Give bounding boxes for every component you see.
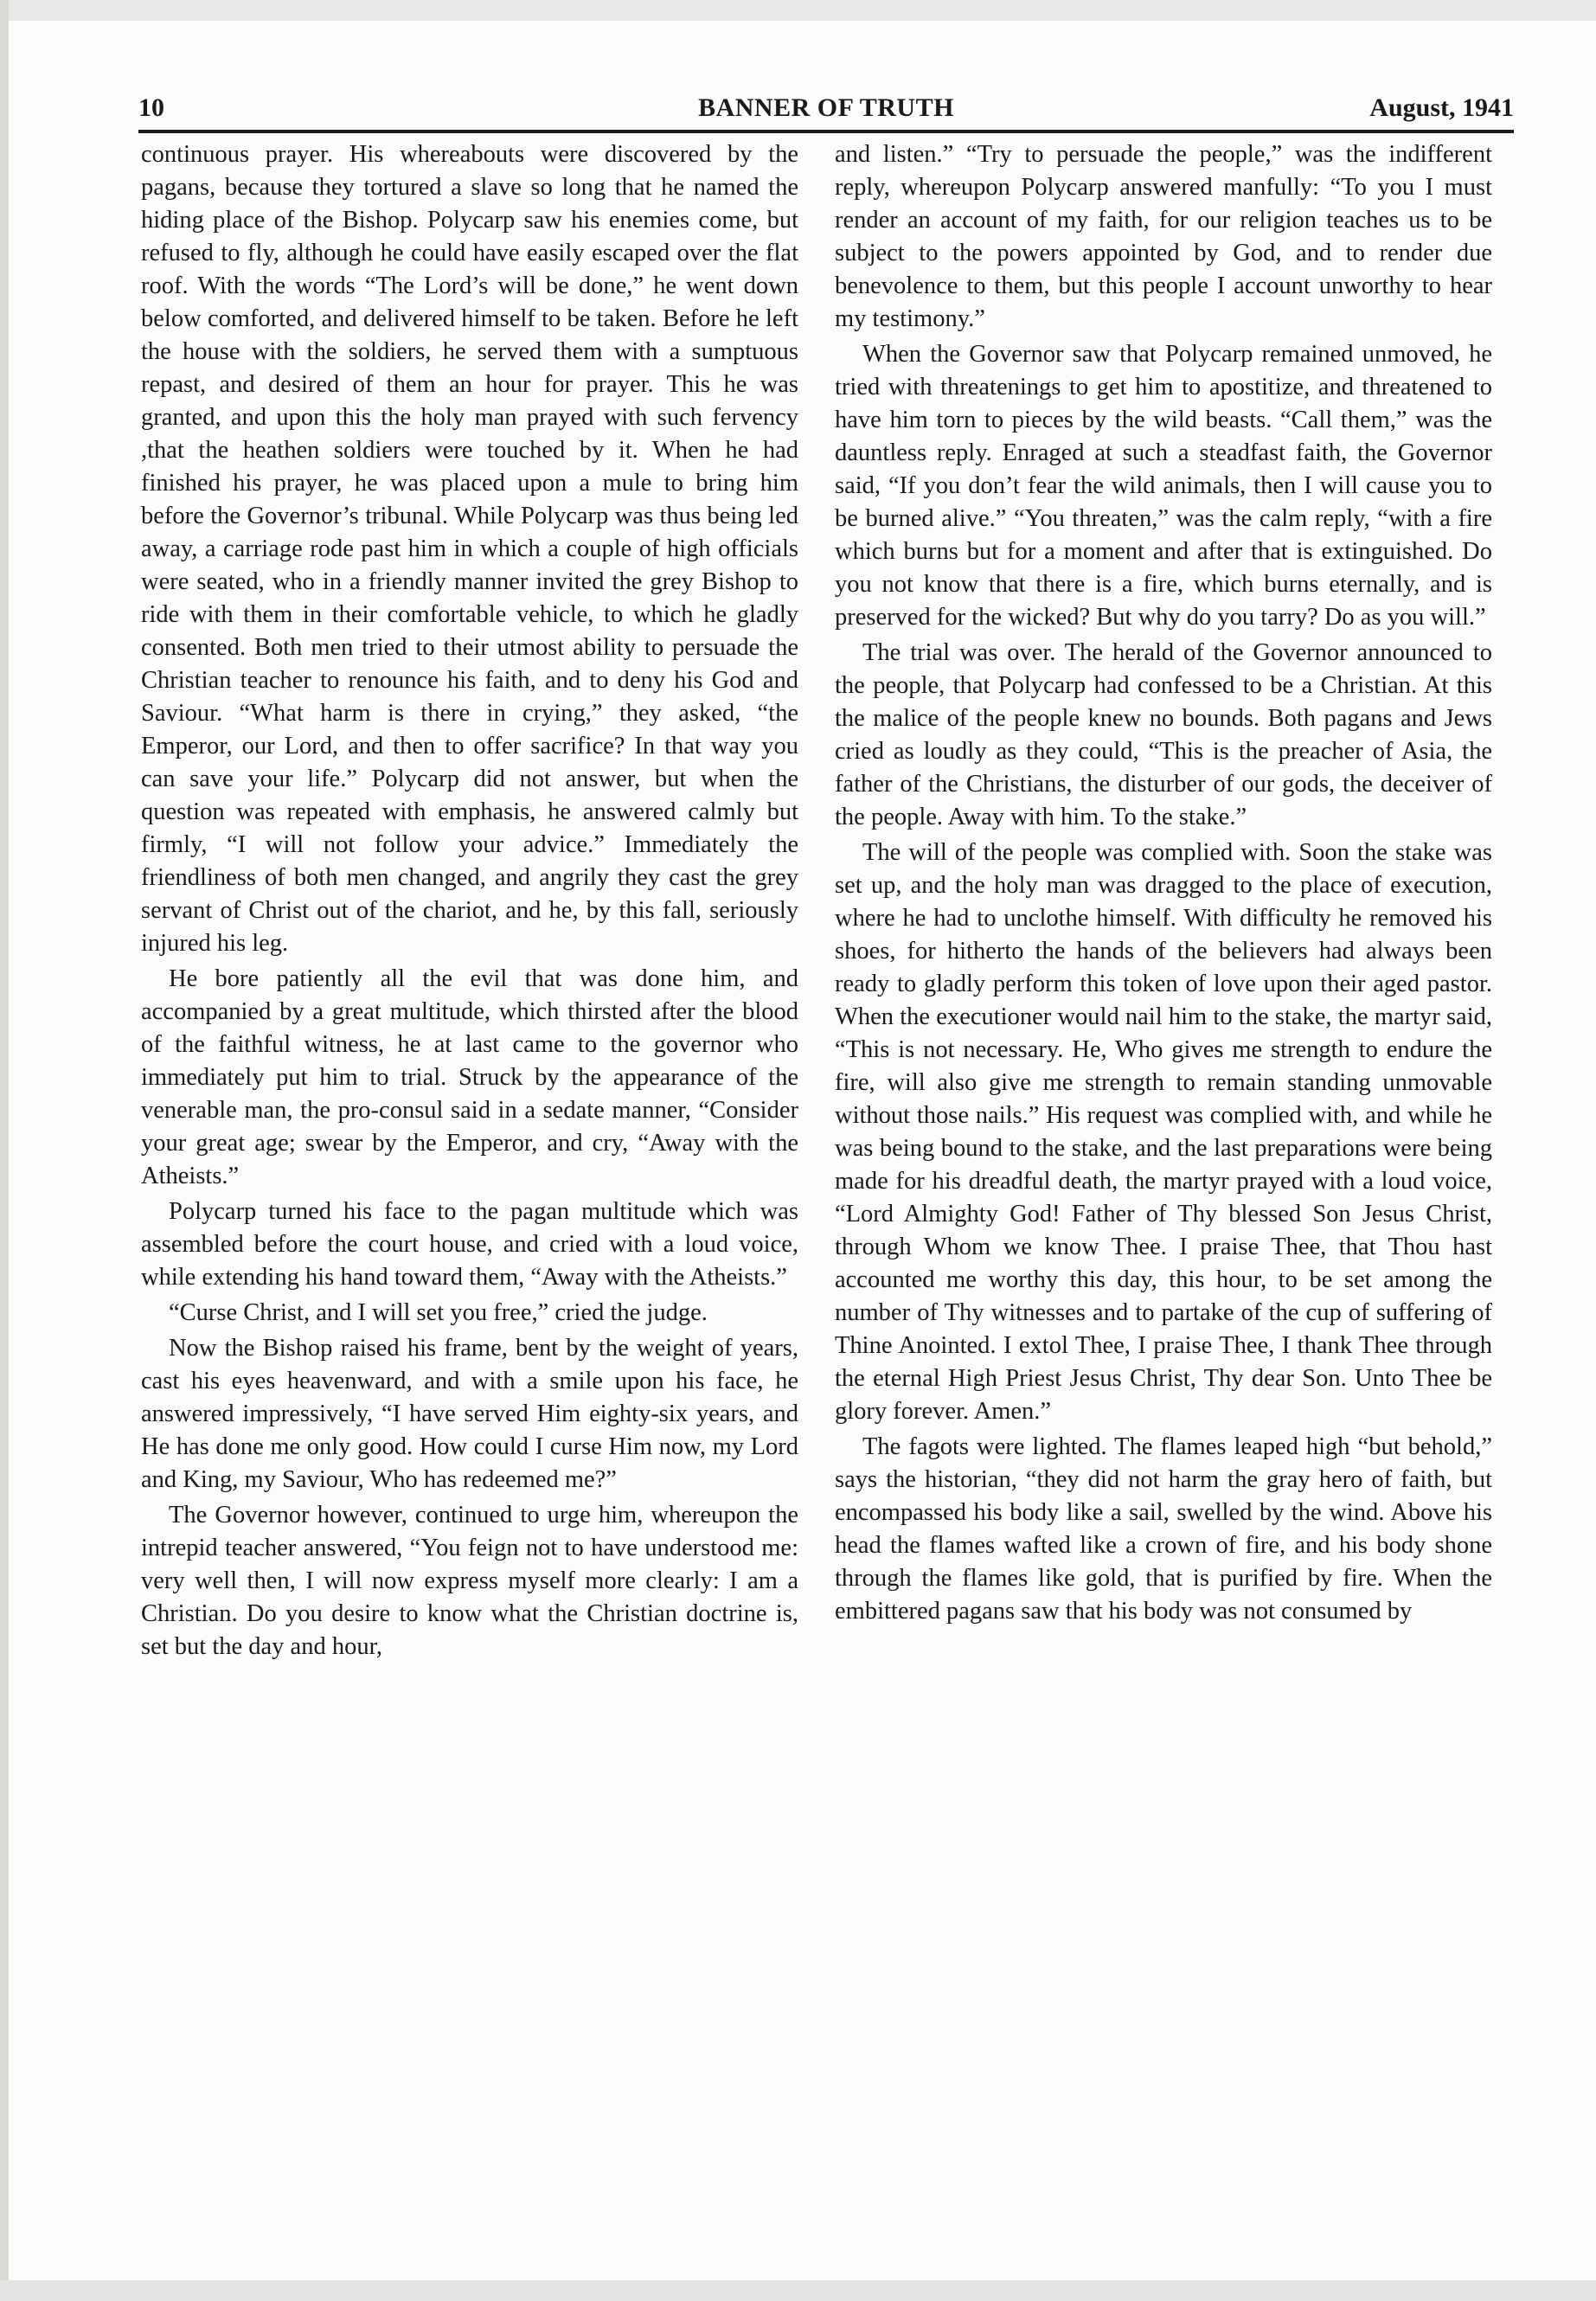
right-column <box>835 138 1492 1628</box>
scan-bottom-edge <box>0 2280 1596 2301</box>
paragraph: “Curse Christ, and I will set you free,” cried the judge. <box>169 1299 708 1326</box>
paragraph: The Governor however, continued to urge him, whereupon the intrepid teacher answered, “You feign not to have understood me: very well then, I will now express myself more clearly: I am a Christian. Do you desire to know what the Christian doctrine is, set but the day and hour, <box>141 1502 798 1660</box>
running-header <box>138 88 1514 130</box>
paragraph: The fagots were lighted. The flames leaped high “but behold,” says the historian, “they did not harm the gray hero of faith, but encompassed his body like a sail, swelled by the wind. Above his head the flames wafted like a crown of fire, and his body shone through the flames like gold, that is purified by fire. When the embittered pagans saw that his body was not consumed by <box>835 1433 1492 1625</box>
paragraph: continuous prayer. His whereabouts were discovered by the pagans, because they tortured a slave so long that he named the hiding place of the Bishop. Polycarp saw his enemies come, but refused to fly, although he could have easily escaped over the flat roof. With the words “The Lord’s will be done,” he went down below comforted, and delivered himself to be taken. Before he left the house with the soldiers, he served them with a sumptuous repast, and desired of them an hour for prayer. This he was granted, and upon this the holy man prayed with such fervency ,that the heathen soldiers were touched by it. When he had finished his prayer, he was placed upon a mule to bring him before the Governor’s tribunal. While Polycarp was thus being led away, a carriage rode past him in which a couple of high officials were seated, who in a friendly manner invited the grey Bishop to ride with them in their comfortable vehicle, to which he gladly consented. Both men tried to their utmost ability to persuade the Christian teacher to renounce his faith, and to deny his God and Saviour. “What harm is there in crying,” they asked, “the Emperor, our Lord, and then to offer sacrifice? In that way you can save your life.” Polycarp did not answer, but when the question was repeated with emphasis, he answered calmly but firmly, “I will not follow your advice.” Immediately the friendliness of both men changed, and angrily they cast the grey servant of Christ out of the chariot, and he, by this fall, seriously injured his leg. <box>141 141 798 957</box>
issue-date: August, 1941 <box>1369 93 1514 122</box>
left-column <box>141 138 798 1663</box>
paragraph: Polycarp turned his face to the pagan multitude which was assembled before the court house, and cried with a loud voice, while extending his hand toward them, “Away with the Atheists.” <box>141 1198 798 1291</box>
paragraph: He bore patiently all the evil that was done him, and accompanied by a great multitude, which thirsted after the blood of the faithful witness, he at last came to the governor who immediately put him to trial. Struck by the appearance of the venerable man, the pro-consul said in a sedate manner, “Consider your great age; swear by the Emperor, and cry, “Away with the Atheists.” <box>141 965 798 1189</box>
scan-top-edge <box>0 0 1596 21</box>
paragraph: Now the Bishop raised his frame, bent by the weight of years, cast his eyes heavenward, and with a smile upon his face, he answered impressively, “I have served Him eighty-six years, and He has done me only good. How could I curse Him now, my Lord and King, my Saviour, Who has redeemed me?” <box>141 1335 798 1493</box>
paragraph: The trial was over. The herald of the Governor announced to the people, that Polycarp had confessed to be a Christian. At this the malice of the people knew no bounds. Both pagans and Jews cried as loudly as they could, “This is the preacher of Asia, the father of the Christians, the disturber of our gods, the deceiver of the people. Away with him. To the stake.” <box>835 639 1492 830</box>
scan-left-edge <box>0 0 9 2301</box>
paragraph: and listen.” “Try to persuade the people,” was the indifferent reply, whereupon Polycarp answered manfully: “To you I must render an account of my faith, for our religion teaches us to be subject to the powers appointed by God, and to render due benevolence to them, but this people I account unworthy to hear my testimony.” <box>835 141 1492 332</box>
page-number: 10 <box>138 93 164 122</box>
header-rule <box>138 130 1514 133</box>
paragraph: The will of the people was complied with. Soon the stake was set up, and the holy man was dragged to the place of execution, where he had to unclothe himself. With difficulty he removed his shoes, for hitherto the hands of the believers had always been ready to gladly perform this token of love upon their aged pastor. When the executioner would nail him to the stake, the martyr said, “This is not necessary. He, Who gives me strength to endure the fire, will also give me strength to remain standing unmovable without those nails.” His request was complied with, and while he was being bound to the stake, and the last preparations were being made for his dreadful death, the martyr prayed with a loud voice, “Lord Almighty God! Father of Thy blessed Son Jesus Christ, through Whom we know Thee. I praise Thee, that Thou hast accounted me worthy this day, this hour, to be set among the number of Thy witnesses and to partake of the cup of suffering of Thine Anointed. I extol Thee, I praise Thee, I thank Thee through the eternal High Priest Jesus Christ, Thy dear Son. Unto Thee be glory forever. Amen.” <box>835 839 1492 1425</box>
paragraph: When the Governor saw that Polycarp remained unmoved, he tried with threatenings to get him to apostitize, and threatened to have him torn to pieces by the wild beasts. “Call them,” was the dauntless reply. Enraged at such a steadfast faith, the Governor said, “If you don’t fear the wild animals, then I will cause you to be burned alive.” “You threaten,” was the calm reply, “with a fire which burns but for a moment and after that is extinguished. Do you not know that there is a fire, which burns eternally, and is preserved for the wicked? But why do you tarry? Do as you will.” <box>835 341 1492 631</box>
publication-title: BANNER OF TRUTH <box>698 93 954 122</box>
